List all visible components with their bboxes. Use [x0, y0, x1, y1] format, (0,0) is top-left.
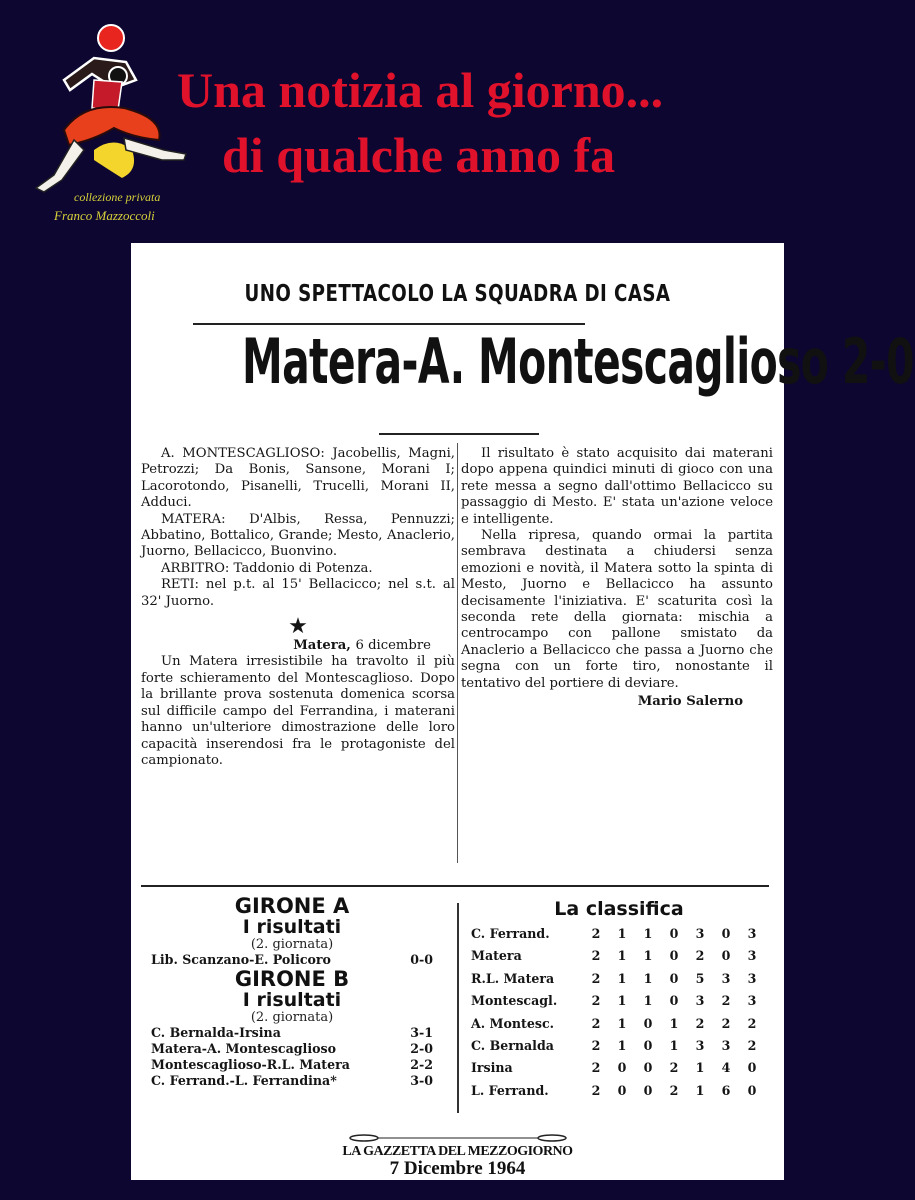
standings-rows: [471, 923, 767, 1102]
match-row: [151, 1057, 433, 1073]
standings-value: 0: [747, 1060, 757, 1076]
group-b: [151, 968, 433, 1089]
standings-value: 0: [721, 926, 731, 941]
match-teams: C. Ferrand.-L. Ferrandina*: [151, 1073, 337, 1088]
standings-value: 0: [617, 1060, 627, 1076]
standings-value: 0: [643, 1038, 653, 1054]
standings-value: 1: [695, 1060, 705, 1076]
standings-value: 2: [591, 1060, 601, 1076]
article-paragraph: Nella ripresa, quando ormai la partita sembrava destinata a chiudersi senza emozioni e novità, il Matera sotto la spinta di Mesto, Juorno e Bellacicco ha assunto decisamente l'iniziativa. E' scaturita così la seconda rete della giornata: mischia a centrocampo con pallone smistato da Anaclerio a Bellacicco che passa a Juorno che segna con un forte tiro, nonostante il tentativo del portiere di deviare.: [461, 528, 773, 691]
match-score: 3-1: [410, 1025, 433, 1040]
match-row: [151, 1041, 433, 1057]
standings-value: 1: [669, 1038, 679, 1054]
match-row: [151, 952, 433, 968]
lineup-label: MATERA:: [161, 511, 226, 527]
match-row: [151, 1073, 433, 1089]
standings-value: 2: [695, 948, 705, 964]
standings-value: 3: [695, 1038, 705, 1054]
standings-team: Montescagl.: [471, 993, 558, 1009]
newspaper-name: LA GAZZETTA DEL MEZZOGIORNO: [342, 1144, 573, 1159]
group-title: GIRONE B: [234, 967, 350, 991]
standings-row: [471, 1013, 767, 1035]
group-title: GIRONE A: [234, 894, 350, 918]
lineup-entry: [141, 561, 455, 577]
standings-value: 2: [721, 993, 731, 1009]
results-section: [151, 895, 433, 1089]
group-subtitle: I risultati: [242, 989, 342, 1011]
standings-value: 1: [669, 1015, 679, 1031]
standings-value: 3: [721, 970, 731, 986]
standings-value: 0: [669, 948, 679, 964]
article-kicker: UNO SPETTACOLO LA SQUADRA DI CASA: [244, 281, 671, 307]
standings-team: Irsina: [471, 1060, 513, 1076]
match-score: 2-0: [410, 1041, 433, 1056]
standings-value: 0: [643, 1082, 653, 1098]
standings-row: [471, 923, 767, 945]
section-divider: [141, 885, 769, 887]
standings-value: 1: [617, 993, 627, 1009]
match-teams: Lib. Scanzano-E. Policoro: [151, 952, 331, 967]
standings-value: 2: [721, 1015, 731, 1031]
star-icon: ★: [288, 614, 308, 640]
logo-caption-collection: collezione privata: [74, 190, 161, 204]
lineup-entry: [141, 446, 455, 512]
lineup-text: D'Albis, Ressa, Pennuzzi; Abbatino, Bottalico, Grande; Mesto, Anaclerio, Juorno, Bellacicco, Buonvino.: [141, 511, 455, 560]
match-score: 3-0: [410, 1073, 433, 1088]
standings-value: 1: [695, 1082, 705, 1098]
standings-team: L. Ferrand.: [471, 1082, 549, 1098]
standings-value: 2: [591, 970, 601, 986]
standings-row: [471, 1080, 767, 1102]
standings-value: 0: [669, 970, 679, 986]
article-headline: Matera-A. Montescaglioso 2-0: [242, 325, 914, 398]
standings-value: 2: [591, 926, 601, 941]
standings-value: 1: [643, 970, 653, 986]
standings-value: 0: [643, 1015, 653, 1031]
article-column-right: [461, 446, 773, 711]
standings-value: 3: [695, 993, 705, 1009]
standings-value: 2: [695, 1015, 705, 1031]
standings-value: 2: [591, 1038, 601, 1054]
group-round: (2. giornata): [250, 1010, 334, 1025]
standings-value: 1: [643, 993, 653, 1009]
standings-value: 3: [747, 993, 757, 1009]
group-subtitle: I risultati: [242, 916, 342, 938]
standings-row: [471, 1057, 767, 1079]
lineup-entry: [141, 512, 455, 561]
standings-value: 0: [669, 926, 679, 941]
match-score: 0-0: [410, 952, 433, 967]
match-row: [151, 1025, 433, 1041]
standings-title: La classifica: [554, 898, 684, 920]
group-a: [151, 895, 433, 968]
standings-value: 3: [747, 948, 757, 964]
standings-team: C. Bernalda: [471, 1038, 554, 1054]
standings-value: 1: [617, 970, 627, 986]
standings-value: 5: [695, 970, 705, 986]
header-title-line1: Una notizia al giorno...: [177, 62, 664, 118]
standings-value: 1: [617, 1015, 627, 1031]
standings-row: [471, 990, 767, 1012]
dancer-illustration-icon: [14, 10, 194, 195]
standings-value: 2: [669, 1082, 679, 1098]
standings-value: 0: [721, 948, 731, 964]
group-round: (2. giornata): [250, 937, 334, 952]
standings-value: 2: [747, 1038, 757, 1054]
standings-value: 3: [721, 1038, 731, 1054]
column-divider: [457, 443, 458, 863]
standings-value: 0: [669, 993, 679, 1009]
standings-value: 2: [591, 993, 601, 1009]
article-column-left: [141, 446, 455, 769]
standings-row: [471, 968, 767, 990]
standings-value: 1: [617, 926, 627, 941]
match-teams: C. Bernalda-Irsina: [151, 1025, 281, 1040]
match-teams: Matera-A. Montescaglioso: [151, 1041, 337, 1056]
standings-value: 3: [747, 970, 757, 986]
article-paragraph: Il risultato è stato acquisito dai materani dopo appena quindici minuti di gioco con una rete messa a segno dall'ottimo Bellacicco su passaggio di Mesto. E' stata un'azione veloce e intelligente.: [461, 446, 773, 527]
publication-date: 7 Dicembre 1964: [389, 1158, 526, 1179]
logo-caption-owner: Franco Mazzoccoli: [54, 208, 155, 223]
match-teams: Montescaglioso-R.L. Matera: [151, 1057, 350, 1072]
lineup-entry: [141, 577, 455, 610]
standings-team: Matera: [471, 948, 522, 964]
standings-value: 2: [591, 1082, 601, 1098]
standings-value: 0: [617, 1082, 627, 1098]
masthead-ornament-icon: [348, 1134, 568, 1142]
standings-value: 2: [591, 948, 601, 964]
standings-value: 4: [721, 1060, 731, 1076]
standings-row: [471, 1035, 767, 1057]
match-score: 2-2: [410, 1057, 433, 1072]
lineup-text: Jacobellis, Magni, Petrozzi; Da Bonis, Sansone, Morani I; Lacorotondo, Pisanelli, Trucelli, Morani II, Adduci.: [141, 446, 455, 511]
standings-team: C. Ferrand.: [471, 926, 550, 941]
standings-value: 6: [721, 1082, 731, 1098]
lineup-label: A. MONTESCAGLIOSO:: [161, 446, 325, 461]
standings-value: 1: [617, 1038, 627, 1054]
newspaper-clipping: [131, 243, 914, 1180]
standings-value: 2: [591, 1015, 601, 1031]
lineup-label: ARBITRO:: [161, 560, 230, 576]
standings-value: 2: [669, 1060, 679, 1076]
dateline-place: Matera,: [293, 638, 351, 654]
standings-value: 1: [617, 948, 627, 964]
standings-team: R.L. Matera: [471, 970, 555, 986]
logo: [14, 10, 194, 225]
column-divider: [457, 903, 459, 1113]
standings-value: 1: [643, 926, 653, 941]
article-author: Mario Salerno: [637, 694, 743, 710]
header-title-line2: di qualche anno fa: [222, 127, 616, 183]
lineup-label: RETI:: [161, 577, 200, 593]
lineup-text: Taddonio di Potenza.: [233, 560, 373, 576]
lineup-text: nel p.t. al 15' Bellacicco; nel s.t. al 32' Juorno.: [141, 577, 455, 609]
standings-row: [471, 945, 767, 967]
standings-table: [471, 898, 767, 1102]
standings-value: 0: [747, 1082, 757, 1098]
dateline: [141, 638, 455, 654]
standings-value: 1: [643, 948, 653, 964]
dateline-date: 6 dicembre: [355, 638, 431, 654]
divider: [379, 433, 539, 435]
standings-value: 2: [747, 1015, 757, 1031]
standings-value: 0: [643, 1060, 653, 1076]
standings-value: 3: [695, 926, 705, 941]
standings-value: 3: [747, 926, 757, 941]
standings-team: A. Montesc.: [471, 1015, 555, 1031]
article-paragraph: Un Matera irresistibile ha travolto il più forte schieramento del Montescaglioso. Dopo la brillante prova sostenuta domenica scorsa sul difficile campo del Ferrandina, i materani hanno un'ulteriore dimostrazione delle loro capacità inserendosi fra le protagoniste del campionato.: [141, 654, 455, 768]
